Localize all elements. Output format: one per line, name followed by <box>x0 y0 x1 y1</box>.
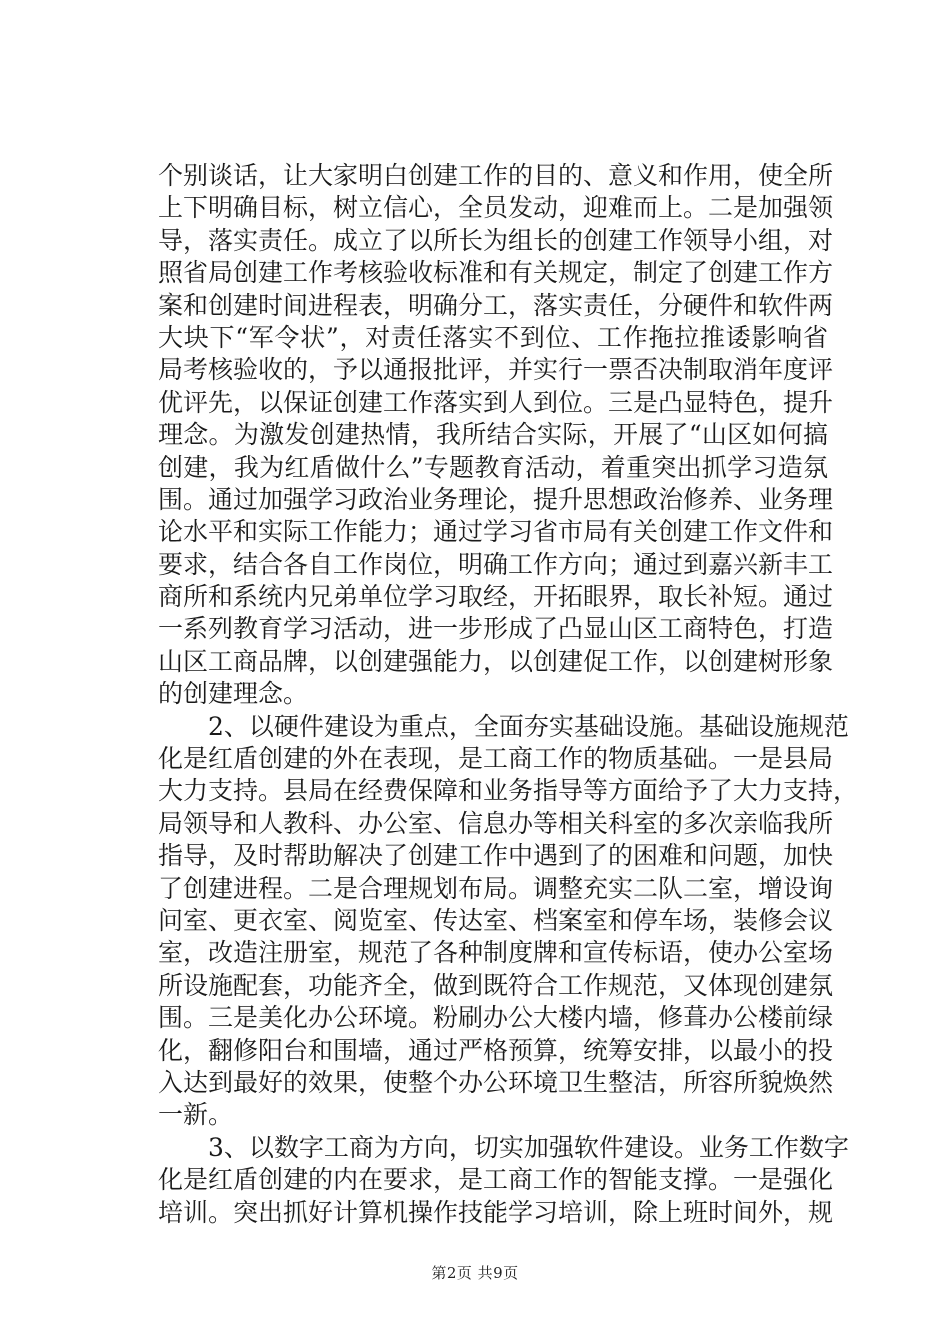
text-line: 培训。突出抓好计算机操作技能学习培训，除上班时间外，规 <box>158 1197 834 1227</box>
text-line: 大力支持。县局在经费保障和业务指导等方面给予了大力支持， <box>158 776 859 806</box>
page-number-footer: 第2页 共9页 <box>431 1264 519 1282</box>
text-line: 局领导和人教科、办公室、信息办等相关科室的多次亲临我所 <box>158 808 834 838</box>
text-line: 商所和系统内兄弟单位学习取经，开拓眼界，取长补短。通过 <box>158 582 834 612</box>
text-line: 室，改造注册室，规范了各种制度牌和宣传标语，使办公室场 <box>158 938 834 968</box>
text-line: 上下明确目标，树立信心，全员发动，迎难而上。二是加强领 <box>158 193 834 223</box>
text-line: 问室、更衣室、阅览室、传达室、档案室和停车场，装修会议 <box>158 905 834 935</box>
text-line: 化是红盾创建的外在表现，是工商工作的物质基础。一是县局 <box>158 744 834 774</box>
text-line: 所设施配套，功能齐全，做到既符合工作规范，又体现创建氛 <box>158 970 834 1000</box>
text-line: 指导，及时帮助解决了创建工作中遇到了的困难和问题，加快 <box>158 841 834 871</box>
text-line: 的创建理念。 <box>158 679 309 709</box>
text-line: 照省局创建工作考核验收标准和有关规定，制定了创建工作方 <box>158 258 834 288</box>
text-line: 优评先，以保证创建工作落实到人到位。三是凸显特色，提升 <box>158 387 834 417</box>
text-line: 一新。 <box>158 1100 234 1130</box>
text-line: 创建，我为红盾做什么”专题教育活动，着重突出抓学习造氛 <box>158 452 828 482</box>
text-line: 理念。为激发创建热情，我所结合实际，开展了“山区如何搞 <box>158 420 828 450</box>
text-line: 局考核验收的，予以通报批评，并实行一票否决制取消年度评 <box>158 355 834 385</box>
text-line: 入达到最好的效果，使整个办公环境卫生整洁，所容所貌焕然 <box>158 1067 834 1097</box>
text-line: 导，落实责任。成立了以所长为组长的创建工作领导小组，对 <box>158 225 834 255</box>
text-line: 山区工商品牌，以创建强能力，以创建促工作，以创建树形象 <box>158 646 834 676</box>
text-line: 了创建进程。二是合理规划布局。调整充实二队二室，增设询 <box>158 873 834 903</box>
text-line: 一系列教育学习活动，进一步形成了凸显山区工商特色，打造 <box>158 614 834 644</box>
paragraph-start-line: 2、以硬件建设为重点，全面夯实基础设施。基础设施规范 <box>208 711 849 741</box>
text-line: 个别谈话，让大家明白创建工作的目的、意义和作用，使全所 <box>158 161 834 190</box>
text-line: 大块下“军令状”，对责任落实不到位、工作拖拉推诿影响省 <box>158 322 828 352</box>
text-line: 化，翻修阳台和围墙，通过严格预算，统筹安排，以最小的投 <box>158 1035 834 1065</box>
text-line: 案和创建时间进程表，明确分工，落实责任，分硬件和软件两 <box>158 290 834 320</box>
text-line: 围。三是美化办公环境。粉刷办公大楼内墙，修葺办公楼前绿 <box>158 1003 834 1033</box>
paragraph-start-line: 3、以数字工商为方向，切实加强软件建设。业务工作数字 <box>208 1132 849 1162</box>
text-line: 化是红盾创建的内在要求，是工商工作的智能支撑。一是强化 <box>158 1165 834 1195</box>
text-line: 论水平和实际工作能力；通过学习省市局有关创建工作文件和 <box>158 517 834 547</box>
document-body <box>158 160 859 1229</box>
text-line: 围。通过加强学习政治业务理论，提升思想政治修养、业务理 <box>158 484 834 514</box>
text-line: 要求，结合各自工作岗位，明确工作方向；通过到嘉兴新丰工 <box>158 549 834 579</box>
